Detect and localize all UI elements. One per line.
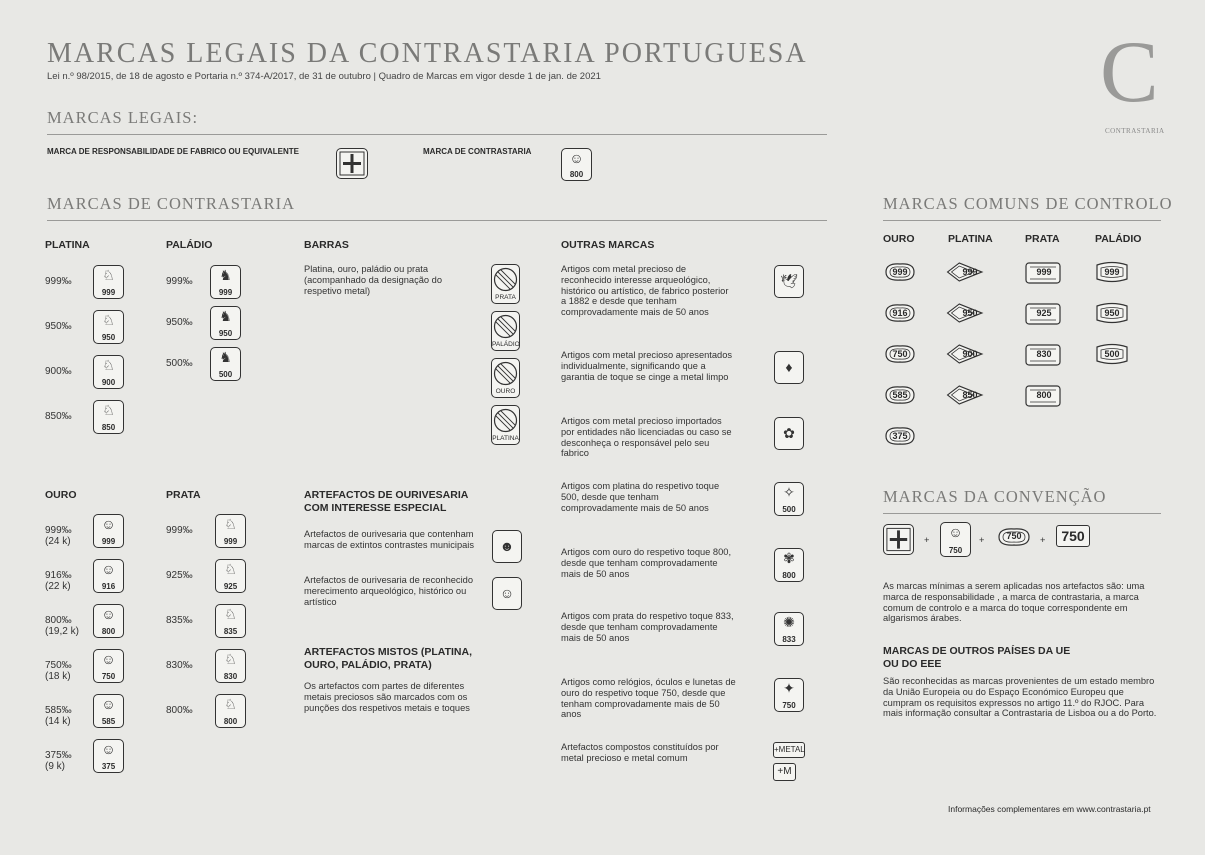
common-control-mark-number: 999 (892, 267, 908, 277)
platina-mark-face: ♘ (102, 402, 115, 418)
divider (883, 513, 1161, 514)
outras-title: OUTRAS MARCAS (561, 239, 655, 251)
outras-item-text: Artigos como relógios, óculos e lunetas de ouro do respetivo toque 750, desde que tenham comprovadamente mais de 50 anos (561, 677, 736, 720)
common-control-mark-icon (1094, 302, 1130, 326)
fineness-mark-icon: 750 (1056, 525, 1090, 547)
divider (47, 134, 827, 135)
common-control-mark-icon (883, 261, 917, 285)
ouro-pct: 916‰ (45, 570, 72, 581)
platina-mark-number: 900 (101, 378, 116, 387)
outras-mark-number: 750 (782, 701, 796, 710)
page-title: MARCAS LEGAIS DA CONTRASTARIA PORTUGUESA (47, 38, 808, 69)
comuns-col-title: PALÁDIO (1095, 233, 1142, 245)
common-control-mark-icon (883, 384, 917, 408)
ouro-pct: 999‰ (45, 525, 72, 536)
ouro-karat: (24 k) (45, 536, 71, 547)
prata-pct: 925‰ (166, 570, 193, 581)
common-control-mark-icon: 750 (996, 526, 1032, 548)
common-control-mark-icon (883, 343, 917, 367)
prata-pct: 830‰ (166, 660, 193, 671)
outras-mark-icon (774, 482, 804, 516)
artefactos-item-2: Artefactos de ourivesaria de reconhecido merecimento arqueológico, histórico ou artístico (304, 575, 473, 607)
paladio-pct: 950‰ (166, 317, 193, 328)
common-control-mark-icon (946, 261, 994, 285)
platina-mark-number: 950 (101, 333, 116, 342)
common-control-mark-icon (1024, 343, 1064, 367)
outras-item-text: Artigos com prata do respetivo toque 833, desde que tenham comprovadamente mais de 50 anos (561, 611, 734, 643)
platina-mark-face: ♘ (102, 312, 115, 328)
common-control-mark-number: 999 (1036, 267, 1052, 277)
divider (883, 220, 1161, 221)
paladio-mark-icon (210, 265, 241, 299)
prata-title: PRATA (166, 489, 201, 501)
cross-icon (336, 148, 368, 179)
prata-mark-icon (215, 514, 246, 548)
page-subtitle: Lei n.º 98/2015, de 18 de agosto e Portaria n.º 374-A/2017, de 31 de outubro | Quadro de Marcas em vigor desde 1 de jan. de 2021 (47, 71, 601, 82)
bar-mark-icon (491, 405, 520, 445)
comuns-col-title: PRATA (1025, 233, 1060, 245)
plus-sign: + (924, 535, 930, 545)
bar-mark-label: OURO (495, 388, 516, 395)
common-control-mark-number: 500 (1104, 349, 1120, 359)
outras-mark-face: ✦ (783, 680, 795, 696)
prata-mark-face: ♘ (224, 696, 237, 712)
heritage-mark-icon: ☺ (492, 577, 522, 610)
prata-mark-number: 925 (223, 582, 238, 591)
ouro-karat: (19,2 k) (45, 626, 79, 637)
platina-mark-face: ♘ (102, 357, 115, 373)
ouro-pct: 375‰ (45, 750, 72, 761)
platina-mark-icon (93, 400, 124, 434)
paladio-mark-face: ♞ (219, 267, 232, 283)
common-control-mark-icon (1094, 343, 1130, 367)
cross-icon (883, 524, 914, 555)
paladio-mark-face: ♞ (219, 349, 232, 365)
outras-mark-icon (774, 417, 804, 450)
common-control-mark-icon (1094, 261, 1130, 285)
ouro-mark-number: 999 (101, 537, 116, 546)
common-control-mark-number: 916 (892, 308, 908, 318)
paladio-mark-number: 999 (218, 288, 233, 297)
outras-mark-number: 800 (782, 571, 796, 580)
prata-mark-icon (215, 604, 246, 638)
paladio-mark-number: 500 (218, 370, 233, 379)
ouro-pct: 750‰ (45, 660, 72, 671)
prata-mark-face: ♘ (224, 651, 237, 667)
common-control-mark-icon (946, 302, 994, 326)
common-control-mark-number: 800 (1036, 390, 1052, 400)
ouro-pct: 800‰ (45, 615, 72, 626)
outras-mark-icon (774, 612, 804, 646)
ouro-mark-number: 750 (101, 672, 116, 681)
outras-item-text: Artigos com metal precioso apresentados individualmente, significando que a garantia de toque se cinge a metal limpo (561, 350, 733, 382)
artefactos-item-1: Artefactos de ourivesaria que contenham marcas de extintos contrastes municipais (304, 529, 474, 550)
plus-sign: + (1040, 535, 1046, 545)
outros-text: São reconhecidas as marcas provenientes de um estado membro da União Europeia ou do Espaço Económico Europeu que cumpram os requisitos expressos no artigo 11.º do RJOC. Para mais informação consultar a Contrastaria de Lisboa ou a do Porto. (883, 676, 1157, 719)
common-control-mark-icon (946, 343, 994, 367)
section-contrastaria: MARCAS DE CONTRASTARIA (47, 194, 296, 213)
common-control-mark-number: 750 (892, 349, 908, 359)
ouro-mark-icon (93, 514, 124, 548)
common-control-mark-number: 900 (962, 349, 978, 359)
prata-mark-number: 800 (223, 717, 238, 726)
barras-title: BARRAS (304, 239, 349, 251)
outros-title: MARCAS DE OUTROS PAÍSES DA UE OU DO EEE (883, 645, 1071, 670)
section-comuns: MARCAS COMUNS DE CONTROLO (883, 194, 1173, 213)
ouro-mark-face: ☺ (101, 651, 116, 667)
contrastaria-logo: C (1100, 24, 1159, 121)
outras-mark-face: ✾ (783, 550, 795, 566)
outras-item-text: Artigos com metal precioso de reconhecido interesse arqueológico, histórico ou artístico, de fabrico posterior a 1882 e desde que tenham comprovadamente mais de 50 anos (561, 264, 729, 318)
ouro-mark-face: ☺ (101, 561, 116, 577)
common-control-mark-number: 585 (892, 390, 908, 400)
ouro-mark-face: ☺ (101, 741, 116, 757)
prata-mark-face: ♘ (224, 606, 237, 622)
resp-label: MARCA DE RESPONSABILIDADE DE FABRICO OU EQUIVALENTE (47, 147, 300, 156)
platina-mark-face: ♘ (102, 267, 115, 283)
footer-text: Informações complementares em www.contrastaria.pt (948, 804, 1151, 814)
m-mark-icon: +M (773, 763, 796, 781)
platina-pct: 999‰ (45, 276, 72, 287)
comuns-col-title: PLATINA (948, 233, 993, 245)
outras-item-text: Artigos com platina do respetivo toque 500, desde que tenham comprovadamente mais de 50 anos (561, 481, 720, 513)
outras-mark-face: ✧ (783, 484, 795, 500)
common-control-mark-number: 850 (962, 390, 978, 400)
prata-mark-number: 830 (223, 672, 238, 681)
ouro-mark-number: 916 (101, 582, 116, 591)
common-control-mark-number: 999 (962, 267, 978, 277)
mistos-title: ARTEFACTOS MISTOS (PLATINA, OURO, PALÁDIO, PRATA) (304, 646, 473, 671)
ouro-mark-icon (93, 649, 124, 683)
common-control-mark-number: 375 (892, 431, 908, 441)
prata-mark-icon (215, 694, 246, 728)
paladio-pct: 999‰ (166, 276, 193, 287)
platina-pct: 950‰ (45, 321, 72, 332)
prata-mark-number: 835 (223, 627, 238, 636)
paladio-mark-icon (210, 306, 241, 340)
outras-mark-face: ♦ (785, 359, 793, 375)
section-convencao: MARCAS DA CONVENÇÃO (883, 487, 1107, 506)
ouro-title: OURO (45, 489, 77, 501)
divider (47, 220, 827, 221)
outras-mark-icon (774, 265, 804, 298)
outras-mark-number: 833 (782, 635, 796, 644)
common-control-mark-icon (1024, 302, 1064, 326)
artefactos-title: ARTEFACTOS DE OURIVESARIA COM INTERESSE ESPECIAL (304, 489, 468, 514)
ouro-mark-face: ☺ (101, 516, 116, 532)
ouro-mark-face: ☺ (101, 696, 116, 712)
outras-mark-icon (774, 351, 804, 384)
outras-mark-number: 500 (782, 505, 796, 514)
common-control-mark-number: 830 (1036, 349, 1052, 359)
common-control-mark-icon (883, 425, 917, 449)
prata-pct: 999‰ (166, 525, 193, 536)
comuns-col-title: OURO (883, 233, 915, 245)
head-mark-icon: ☺ 800 (561, 148, 592, 181)
platina-mark-number: 999 (101, 288, 116, 297)
ouro-karat: (9 k) (45, 761, 65, 772)
paladio-mark-icon (210, 347, 241, 381)
bar-mark-icon (491, 264, 520, 304)
platina-mark-icon (93, 355, 124, 389)
prata-mark-face: ♘ (224, 516, 237, 532)
ouro-karat: (22 k) (45, 581, 71, 592)
ouro-karat: (18 k) (45, 671, 71, 682)
outras-mark-face: ✺ (783, 614, 795, 630)
bar-mark-label: PRATA (495, 294, 516, 301)
common-control-mark-number: 999 (1104, 267, 1120, 277)
ouro-mark-face: ☺ (101, 606, 116, 622)
common-control-mark-number: 925 (1036, 308, 1052, 318)
outras-item-text: Artefactos compostos constituídos por metal precioso e metal comum (561, 742, 719, 763)
prata-mark-icon (215, 649, 246, 683)
bar-mark-label: PLATINA (492, 435, 519, 442)
outras-mark-icon (774, 548, 804, 582)
common-control-mark-icon (1024, 384, 1064, 408)
plus-sign: + (979, 535, 985, 545)
common-control-mark-number: 950 (1104, 308, 1120, 318)
outras-item-text: Artigos com ouro do respetivo toque 800, desde que tenham comprovadamente mais de 50 anos (561, 547, 732, 579)
prata-pct: 835‰ (166, 615, 193, 626)
bar-mark-label: PALÁDIO (492, 341, 520, 348)
ouro-mark-number: 375 (101, 762, 116, 771)
paladio-title: PALÁDIO (166, 239, 213, 251)
ouro-mark-icon (93, 604, 124, 638)
ouro-mark-icon (93, 559, 124, 593)
paladio-mark-number: 950 (218, 329, 233, 338)
contr-label: MARCA DE CONTRASTARIA (423, 147, 532, 156)
ouro-mark-number: 800 (101, 627, 116, 636)
outras-mark-face: 🕊 (780, 273, 798, 289)
prata-mark-number: 999 (223, 537, 238, 546)
bar-mark-icon (491, 311, 520, 351)
ouro-karat: (14 k) (45, 716, 71, 727)
paladio-mark-face: ♞ (219, 308, 232, 324)
platina-pct: 850‰ (45, 411, 72, 422)
platina-mark-number: 850 (101, 423, 116, 432)
outras-item-text: Artigos com metal precioso importados por entidades não licenciadas ou caso se desconheça o responsável pelo seu fabrico (561, 416, 732, 459)
municipal-mark-icon: ☻ (492, 530, 522, 563)
common-control-mark-icon (946, 384, 994, 408)
prata-mark-icon (215, 559, 246, 593)
ouro-mark-icon (93, 694, 124, 728)
contrastaria-logo-text: CONTRASTARIA (1105, 127, 1165, 135)
platina-title: PLATINA (45, 239, 90, 251)
outras-mark-icon (774, 678, 804, 712)
convencao-text: As marcas mínimas a serem aplicadas nos artefactos são: uma marca de responsabilidade , a marca de contrastaria, a marca comum de controlo e a marca do toque correspondente em algarismos árabes. (883, 581, 1145, 624)
platina-mark-icon (93, 310, 124, 344)
platina-pct: 900‰ (45, 366, 72, 377)
paladio-pct: 500‰ (166, 358, 193, 369)
mistos-text: Os artefactos com partes de diferentes metais preciosos são marcados com os punções dos respetivos metais e toques (304, 681, 470, 713)
section-marcas-legais: MARCAS LEGAIS: (47, 108, 199, 127)
ouro-pct: 585‰ (45, 705, 72, 716)
outras-mark-face: ✿ (783, 425, 795, 441)
common-control-mark-number: 950 (962, 308, 978, 318)
prata-mark-face: ♘ (224, 561, 237, 577)
common-control-mark-icon (883, 302, 917, 326)
prata-pct: 800‰ (166, 705, 193, 716)
bar-mark-icon (491, 358, 520, 398)
metal-mark-icon: +METAL (773, 742, 805, 758)
ouro-mark-number: 585 (101, 717, 116, 726)
common-control-mark-icon (1024, 261, 1064, 285)
platina-mark-icon (93, 265, 124, 299)
head-mark-icon: ☺ 750 (940, 522, 971, 557)
barras-text: Platina, ouro, paládio ou prata (acompanhado da designação do respetivo metal) (304, 264, 443, 296)
ouro-mark-icon (93, 739, 124, 773)
